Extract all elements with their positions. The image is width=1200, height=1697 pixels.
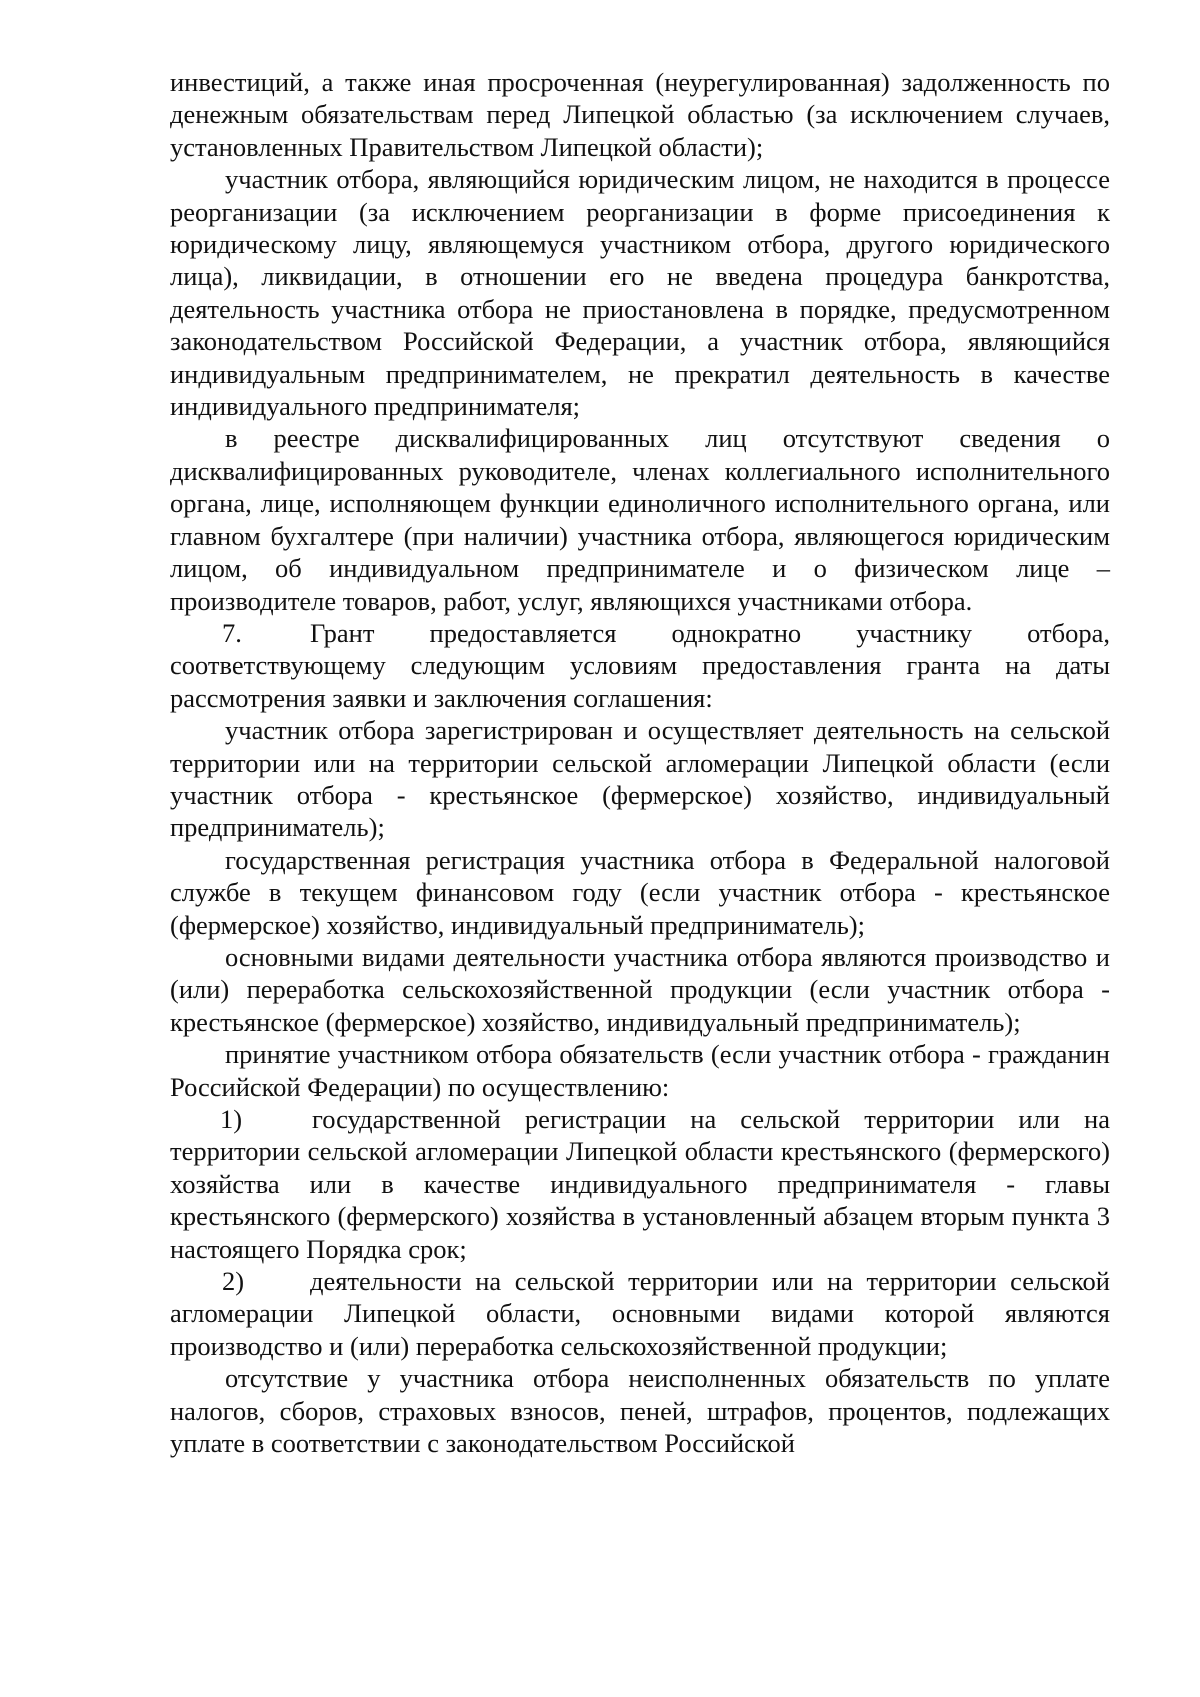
paragraph-no-tax-debts: отсутствие у участника отбора неисполненных обязательств по уплате налогов, сборов, страховых взносов, пеней, штрафов, процентов, подлежащих уплате в соответствии с законодательством Российской	[170, 1363, 1110, 1459]
paragraph-subitem-2	[170, 1265, 1110, 1362]
subitem-2-marker: 2)	[222, 1266, 245, 1297]
subitem-1-text: государственной регистрации на сельской территории или на территории сельской агломерации Липецкой области крестьянского (фермерского) хозяйства или в качестве индивидуального предпринимателя - главы крестьянского (фермерского) хозяйства в установленный абзацем вторым пункта 3 настоящего Порядка срок;	[170, 1104, 1110, 1264]
paragraph-arrears-continuation: инвестиций, а также иная просроченная (неурегулированная) задолженность по денежным обязательствам перед Липецкой областью (за исключением случаев, установленных Правительством Липецкой области);	[170, 67, 1110, 162]
subitem-2-text: деятельности на сельской территории или на территории сельской агломерации Липецкой области, основными видами которой являются производство и (или) переработка сельскохозяйственной продукции;	[170, 1266, 1110, 1361]
paragraph-obligations: принятие участником отбора обязательств (если участник отбора - гражданин Российской Федерации) по осуществлению:	[170, 1039, 1110, 1102]
subitem-1-marker: 1)	[220, 1104, 243, 1134]
paragraph-disqualified-persons: в реестре дисквалифицированных лиц отсутствуют сведения о дисквалифицированных руководителе, членах коллегиального исполнительного органа, лице, исполняющем функции единоличного исполнительного органа, или главном бухгалтере (при наличии) участника отбора, являющегося юридическим лицом, об индивидуальном предпринимателе и о физическом лице – производителе товаров, работ, услуг, являющихся участниками отбора.	[170, 423, 1110, 616]
item-7-marker: 7.	[222, 617, 242, 648]
paragraph-reorganization-condition: участник отбора, являющийся юридическим лицом, не находится в процессе реорганизации (за исключением реорганизации в форме присоединения к юридическому лицу, являющемуся участником отбора, другого юридического лица), ликвидации, в отношении его не введена процедура банкротства, деятельность участника отбора не приостановлена в порядке, предусмотренном законодательством Российской Федерации, а участник отбора, являющийся индивидуальным предпринимателем, не прекратил деятельность в качестве индивидуального предпринимателя;	[170, 164, 1110, 422]
paragraph-subitem-1	[170, 1103, 1110, 1265]
document-page	[170, 66, 1110, 1459]
paragraph-state-registration: государственная регистрация участника отбора в Федеральной налоговой службе в текущем финансовом году (если участник отбора - крестьянское (фермерское) хозяйство, индивидуальный предприниматель);	[170, 844, 1110, 940]
paragraph-registered-rural-territory: участник отбора зарегистрирован и осуществляет деятельность на сельской территории или на территории сельской агломерации Липецкой области (если участник отбора - крестьянское (фермерское) хозяйство, индивидуальный предприниматель);	[170, 715, 1110, 843]
paragraph-main-activities: основными видами деятельности участника отбора являются производство и (или) переработка сельскохозяйственной продукции (если участник отбора - крестьянское (фермерское) хозяйство, индивидуальный предприниматель);	[170, 941, 1110, 1037]
paragraph-item-7	[170, 617, 1110, 714]
item-7-text: Грант предоставляется однократно участнику отбора, соответствующему следующим условиям предоставления гранта на даты рассмотрения заявки и заключения соглашения:	[170, 617, 1110, 713]
